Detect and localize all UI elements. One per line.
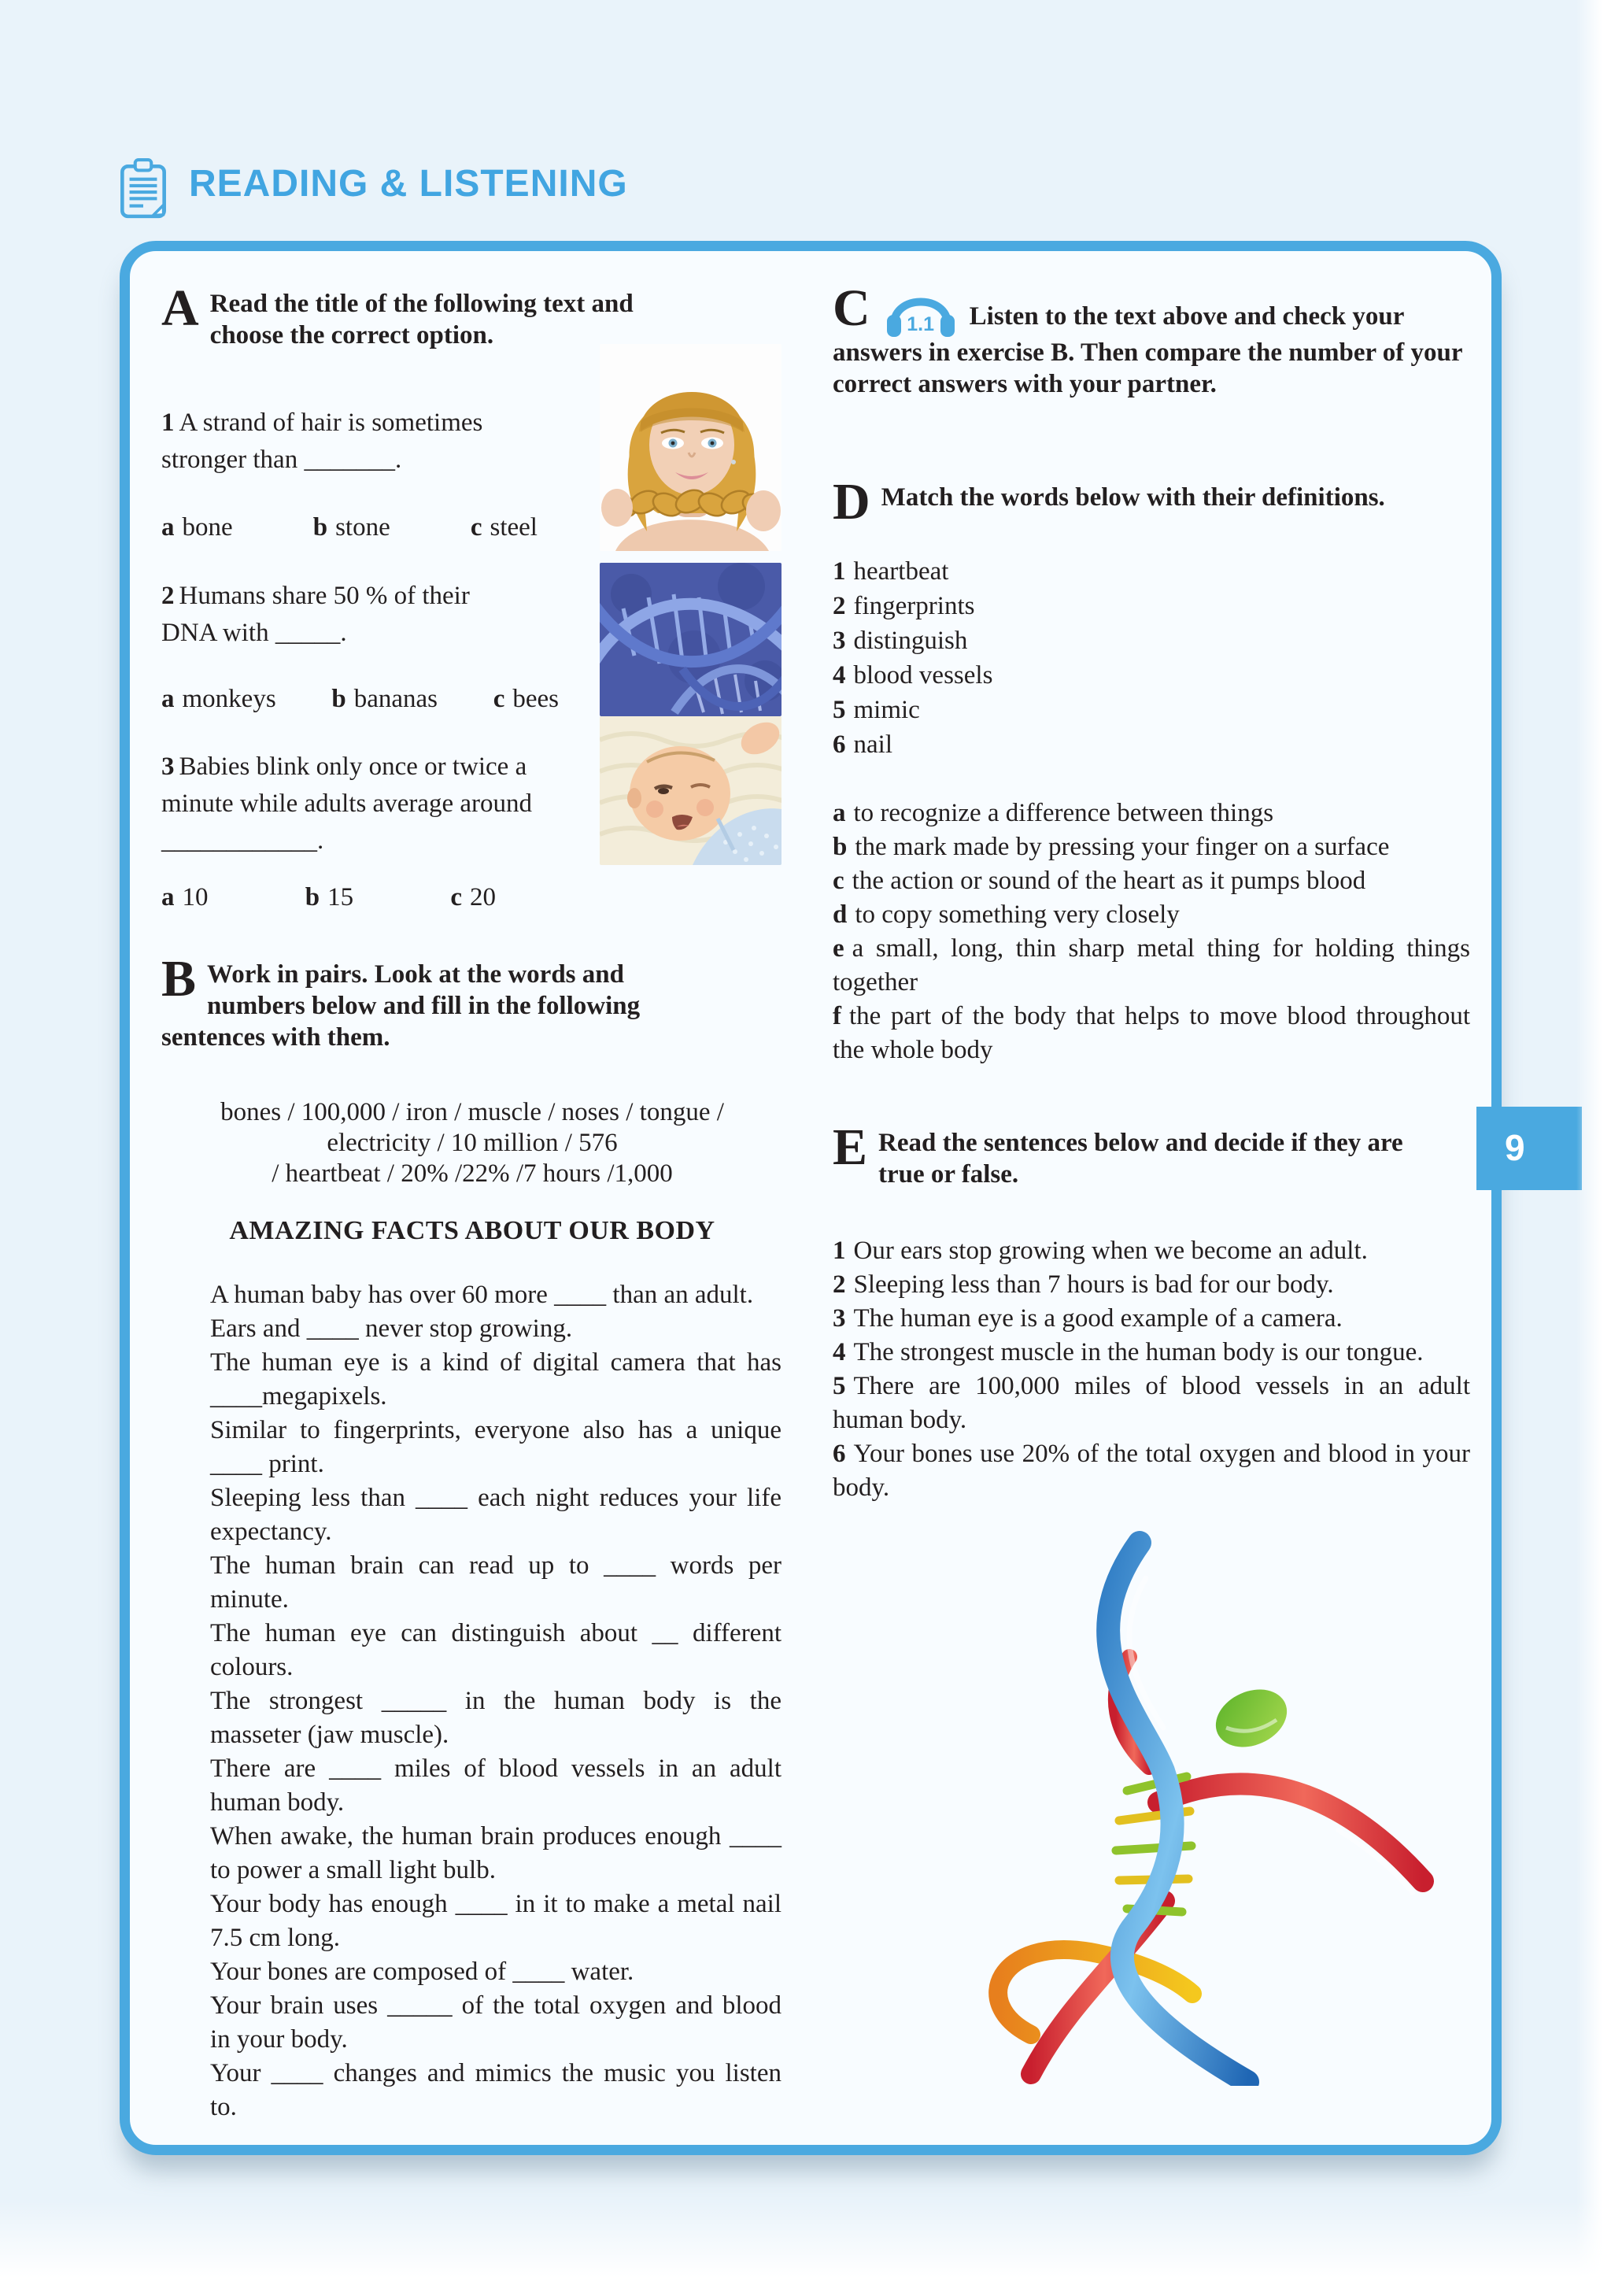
woman-hair-photo [600,344,781,551]
fact: Sleeping less than ____ each night reduces your life expectancy. [210,1484,781,1546]
option: b stone [312,513,390,542]
exercise-e [833,1118,1478,1568]
dna-dancer-illustration [913,1531,1448,2086]
fact: Ears and ____ never stop growing. [210,1314,573,1343]
facts-title: AMAZING FACTS ABOUT OUR BODY [229,1216,715,1245]
match-words [833,554,1226,762]
exercise-b-instruction: B Work in pairs. Look at the words and numbers below and fill in the following sentences with them. [161,950,641,1052]
dna-photo [600,563,781,716]
exercise-c-instruction: C 1.1 Listen to the text above and check your answers in exercise B. Then compare the number of your correct answers with your partner. [833,279,1462,398]
match-word: 6 nail [833,730,892,759]
fact: Similar to fingerprints, everyone also has a unique ____ print. [210,1416,781,1478]
word-bank-line: bones / 100,000 / iron / muscle / noses / tongue / [220,1098,724,1126]
exercise-letter-a: A [161,279,199,337]
word-bank-line: / heartbeat / 20% /22% /7 hours /1,000 [272,1159,673,1188]
baby-photo [600,716,781,865]
option: a 10 [161,883,209,911]
fact: The human eye can distinguish about __ different colours. [210,1619,781,1681]
exercise-c [833,279,1470,400]
match-word: 4 blood vessels [833,661,993,690]
match-word: 1 heartbeat [833,557,949,586]
fact: Your body has enough ____ in it to make a metal nail 7.5 cm long. [210,1890,781,1952]
definition: d to copy something very closely [833,900,1180,929]
sentence: 3 The human eye is a good example of a camera. [833,1304,1343,1333]
exercise-letter-b: B [161,950,197,1008]
page-edge-right [1576,0,1611,2296]
fact: A human baby has over 60 more ____ than an adult. [210,1281,754,1309]
option: c bees [493,685,559,713]
exercise-d-instruction: D Match the words below with their definitions. [833,473,1385,531]
true-false-sentences [833,1234,1470,1505]
exercise-letter-e: E [833,1118,868,1176]
option: b 15 [305,883,354,911]
question-2-options [161,685,559,713]
question-3-options [161,883,496,911]
fact: Your ____ changes and mimics the music you listen to. [210,2059,781,2121]
option: c steel [470,513,538,542]
fact: Your brain uses _____ of the total oxygen and blood in your body. [210,1991,781,2054]
fact: Your bones are composed of ____ water. [210,1958,634,1986]
word-bank [161,1097,783,1189]
exercise-a-instruction: A Read the title of the following text and choose the correct option. [161,279,634,349]
fact: When awake, the human brain produces enough ____ to power a small light bulb. [210,1822,781,1884]
option: b bananas [331,685,438,713]
definition: b the mark made by pressing your finger on a surface [833,833,1390,861]
page-number-tab [1476,1107,1582,1190]
question-1: 1 A strand of hair is sometimes stronger than _______. [161,409,483,474]
page-edge-bottom [0,2202,1611,2296]
clipboard-icon [118,157,168,220]
page-number: 9 [1505,1127,1525,1168]
sentence: 1 Our ears stop growing when we become an adult. [833,1237,1368,1265]
fact: The strongest _____ in the human body is the masseter (jaw muscle). [210,1687,781,1749]
option: c 20 [450,883,496,911]
page-title: READING & LISTENING [189,163,628,205]
sentence: 4 The strongest muscle in the human body is our tongue. [833,1338,1424,1366]
option: a bone [161,513,233,542]
word-bank-line: electricity / 10 million / 576 [327,1129,618,1157]
question-1-options [161,513,538,542]
exercise-d [833,473,1478,1104]
exercise-e-instruction: E Read the sentences below and decide if they are true or false. [833,1118,1403,1189]
sentence: 2 Sleeping less than 7 hours is bad for our body. [833,1270,1334,1299]
headphones-icon [885,288,957,337]
exercise-letter-c: C [833,279,870,337]
question-3: 3 Babies blink only once or twice a minute while adults average around ____________. [161,752,533,855]
definition: e a small, long, thin sharp metal thing for holding things together [833,934,1470,996]
question-2: 2 Humans share 50 % of their DNA with _____. [161,582,470,647]
fact: The human brain can read up to ____ words per minute. [210,1551,781,1614]
audio-track-label: 1.1 [907,313,935,335]
sentence: 5 There are 100,000 miles of blood vessels in an adult human body. [833,1372,1470,1434]
match-word: 5 mimic [833,696,920,724]
exercise-letter-d: D [833,473,870,531]
sentence: 6 Your bones use 20% of the total oxygen and blood in your body. [833,1440,1470,1502]
fact: There are ____ miles of blood vessels in an adult human body. [210,1754,781,1817]
option: a monkeys [161,685,276,713]
fact: The human eye is a kind of digital camera that has ____megapixels. [210,1348,781,1411]
facts-list [210,1278,781,2124]
definition: c the action or sound of the heart as it pumps blood [833,867,1366,895]
match-word: 2 fingerprints [833,592,975,620]
definitions [833,797,1470,1067]
match-word: 3 distinguish [833,627,968,655]
definition: f the part of the body that helps to move blood throughout the whole body [833,1002,1470,1064]
definition: a to recognize a difference between things [833,799,1274,827]
exercise-b [161,950,787,2121]
